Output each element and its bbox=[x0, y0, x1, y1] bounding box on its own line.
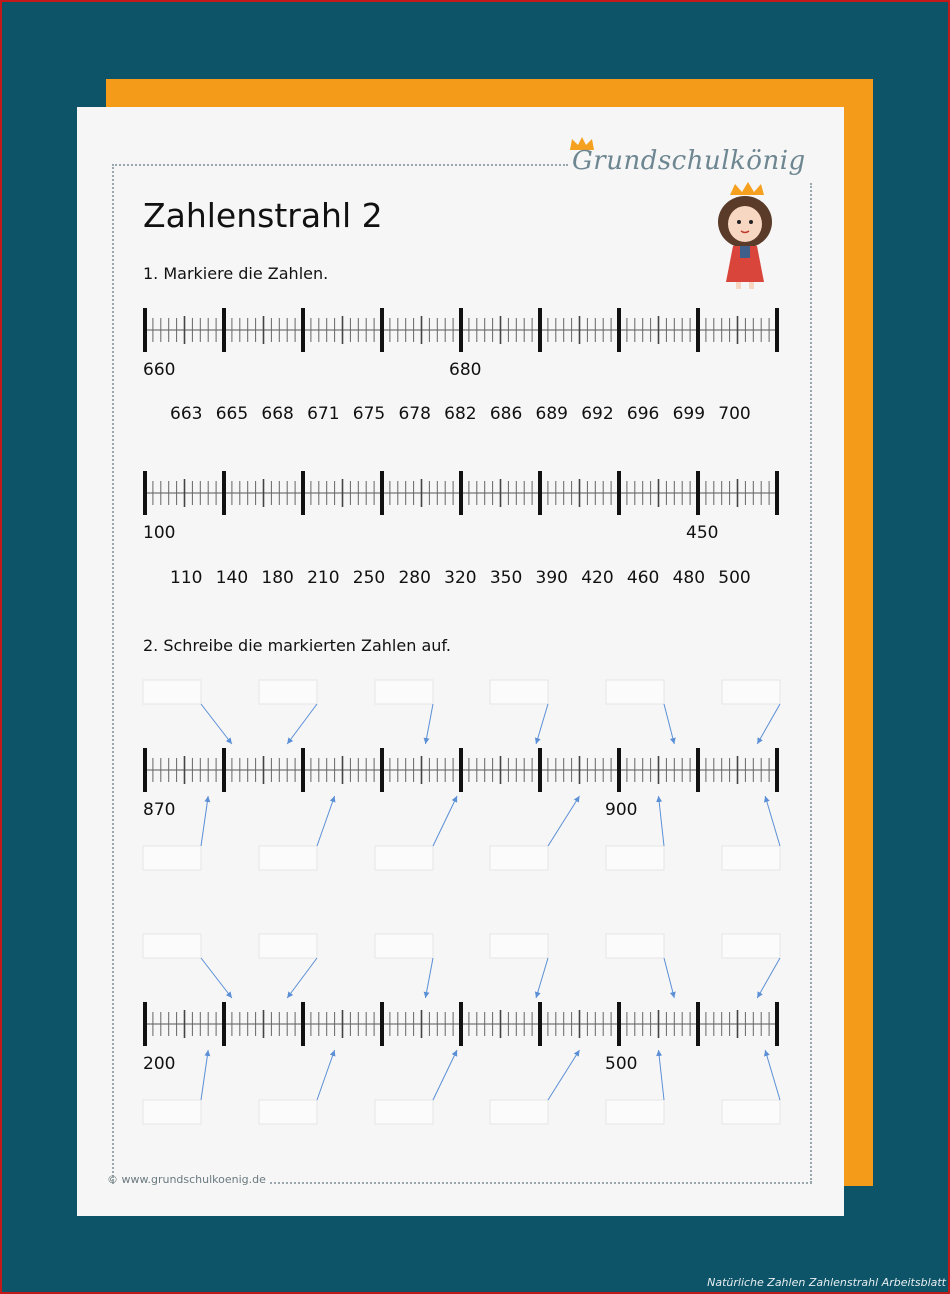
answer-arrow bbox=[201, 1050, 208, 1100]
number-item: 682 bbox=[444, 404, 477, 424]
answer-box bbox=[259, 680, 317, 704]
number-item: 665 bbox=[215, 404, 249, 424]
brand-logo: Grundschulkönig bbox=[572, 146, 806, 176]
number-item: 420 bbox=[581, 568, 614, 588]
answer-arrow bbox=[536, 958, 548, 998]
answer-box bbox=[490, 934, 548, 958]
number-item: 480 bbox=[672, 568, 706, 588]
line-2-start-label: 100 bbox=[143, 523, 176, 543]
answer-box bbox=[143, 846, 201, 870]
answer-arrow bbox=[659, 796, 665, 846]
answer-box bbox=[143, 680, 201, 704]
answer-box bbox=[606, 846, 664, 870]
answer-arrow bbox=[536, 704, 548, 744]
line-4-start-label: 200 bbox=[143, 1054, 176, 1074]
answer-arrow bbox=[425, 704, 433, 744]
number-item: 140 bbox=[215, 568, 249, 588]
answer-box bbox=[490, 680, 548, 704]
page-title: Zahlenstrahl 2 bbox=[143, 196, 383, 235]
answer-box bbox=[606, 680, 664, 704]
answer-arrow bbox=[757, 704, 780, 744]
number-item: 675 bbox=[352, 404, 386, 424]
answer-box bbox=[490, 1100, 548, 1124]
answer-box bbox=[490, 846, 548, 870]
line-3-mid-label: 900 bbox=[605, 800, 638, 820]
answer-box bbox=[375, 1100, 433, 1124]
number-item: 696 bbox=[626, 404, 660, 424]
line-2-numbers bbox=[170, 568, 764, 588]
answer-arrow bbox=[757, 958, 780, 998]
answer-box bbox=[375, 934, 433, 958]
number-item: 686 bbox=[489, 404, 523, 424]
number-item: 668 bbox=[261, 404, 294, 424]
answer-arrow bbox=[201, 704, 232, 744]
answer-arrow bbox=[201, 796, 208, 846]
answer-arrow bbox=[201, 958, 232, 998]
number-item: 110 bbox=[170, 568, 203, 588]
answer-box bbox=[259, 1100, 317, 1124]
number-item: 500 bbox=[718, 568, 751, 588]
number-item: 210 bbox=[307, 568, 340, 588]
number-item: 180 bbox=[261, 568, 294, 588]
line-2-mid-label: 450 bbox=[686, 523, 719, 543]
answer-box bbox=[722, 680, 780, 704]
answer-box bbox=[722, 846, 780, 870]
answer-arrow bbox=[433, 796, 457, 846]
answer-arrow bbox=[317, 1050, 335, 1100]
answer-box bbox=[259, 846, 317, 870]
number-item: 350 bbox=[489, 568, 523, 588]
answer-arrow bbox=[287, 958, 317, 998]
number-item: 699 bbox=[672, 404, 706, 424]
answer-arrow bbox=[765, 1050, 780, 1100]
answer-box bbox=[259, 934, 317, 958]
answer-arrow bbox=[765, 796, 780, 846]
answer-arrow bbox=[425, 958, 433, 998]
answer-arrow bbox=[659, 1050, 665, 1100]
answer-box bbox=[375, 846, 433, 870]
line-1-mid-label: 680 bbox=[449, 360, 482, 380]
answer-arrow bbox=[317, 796, 335, 846]
number-item: 700 bbox=[718, 404, 751, 424]
answer-arrow bbox=[287, 704, 317, 744]
task-2-instruction: 2. Schreibe die markierten Zahlen auf. bbox=[143, 636, 451, 655]
answer-arrow bbox=[548, 1050, 580, 1100]
answer-box bbox=[143, 1100, 201, 1124]
number-item: 250 bbox=[352, 568, 386, 588]
line-4-mid-label: 500 bbox=[605, 1054, 638, 1074]
number-item: 689 bbox=[535, 404, 568, 424]
number-item: 692 bbox=[581, 404, 614, 424]
answer-box bbox=[143, 934, 201, 958]
line-1-start-label: 660 bbox=[143, 360, 176, 380]
answer-box bbox=[375, 680, 433, 704]
image-caption: Natürliche Zahlen Zahlenstrahl Arbeitsblatt bbox=[707, 1276, 946, 1289]
line-1-numbers bbox=[170, 404, 764, 424]
line-3-start-label: 870 bbox=[143, 800, 176, 820]
task-1-instruction: 1. Markiere die Zahlen. bbox=[143, 264, 329, 283]
number-item: 663 bbox=[170, 404, 203, 424]
answer-box bbox=[722, 1100, 780, 1124]
answer-arrow bbox=[433, 1050, 457, 1100]
number-item: 460 bbox=[626, 568, 660, 588]
answer-box bbox=[722, 934, 780, 958]
number-item: 671 bbox=[307, 404, 340, 424]
number-item: 390 bbox=[535, 568, 568, 588]
answer-arrow bbox=[548, 796, 580, 846]
answer-arrow bbox=[664, 958, 674, 998]
number-item: 320 bbox=[444, 568, 477, 588]
answer-box bbox=[606, 934, 664, 958]
answer-box bbox=[606, 1100, 664, 1124]
number-item: 280 bbox=[398, 568, 431, 588]
answer-arrow bbox=[664, 704, 674, 744]
footer-url: © www.grundschulkoenig.de bbox=[107, 1173, 266, 1186]
number-item: 678 bbox=[398, 404, 431, 424]
